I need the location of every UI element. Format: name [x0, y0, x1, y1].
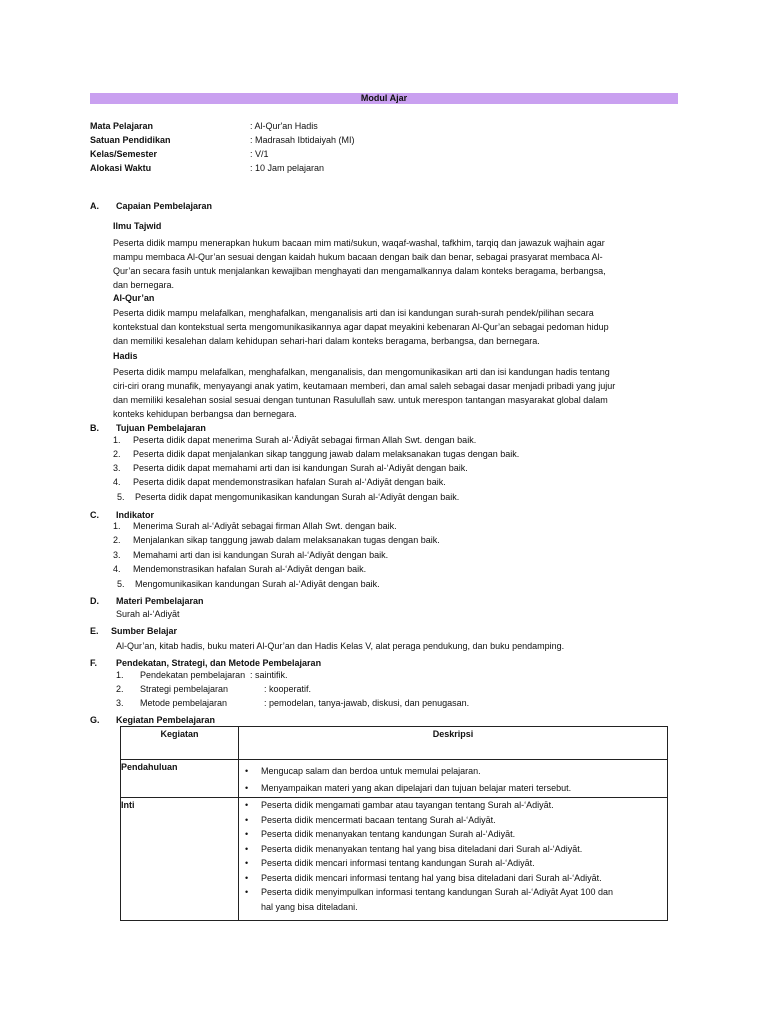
- list-number: 5.: [117, 579, 125, 589]
- list-item: Peserta didik dapat menerima Surah al-‘Ādiyāt sebagai firman Allah Swt. dengan baik.: [133, 435, 477, 445]
- section-e-text: Al-Qur’an, kitab hadis, buku materi Al-Qur’an dan Hadis Kelas V, alat peraga pendukung, dan buku pendamping.: [116, 641, 565, 651]
- subsection-text-tajwid: [113, 236, 678, 292]
- info-label-school: Satuan Pendidikan: [90, 135, 171, 145]
- section-e-letter: E.: [90, 626, 99, 636]
- section-g-heading: Kegiatan Pembelajaran: [116, 715, 216, 725]
- list-item: • Peserta didik menanyakan tentang hal yang bisa diteladani dari Surah al-‘Adiyāt.: [239, 842, 667, 857]
- section-a-heading: Capaian Pembelajaran: [116, 201, 213, 211]
- text-line: dan memiliki kesalehan dalam kehidupan sehari-hari dalam konteks beragama, berbangsa, dan bernegara.: [113, 336, 540, 346]
- text-line: Peserta didik mampu melafalkan, menghafalkan, menganalisis, dan mengomunikasikan arti dan isi kandungan hadis tentang: [113, 367, 610, 377]
- list-number: 1.: [113, 435, 121, 445]
- table-header-row: [121, 727, 668, 760]
- list-item: Menjalankan sikap tanggung jawab dalam melaksanakan tugas dengan baik.: [133, 535, 440, 545]
- list-value: : kooperatif.: [264, 684, 312, 694]
- text-line: konteks kehidupan berbangsa dan bernegara.: [113, 409, 297, 419]
- table-row: [121, 760, 668, 798]
- info-value-school: : Madrasah Ibtidaiyah (MI): [250, 135, 355, 145]
- list-item: Peserta didik dapat menjalankan sikap tanggung jawab dalam melaksanakan tugas dengan baik.: [133, 449, 520, 459]
- section-c-heading: Indikator: [116, 510, 155, 520]
- text-line: ciri-ciri orang munafik, menyayangi anak yatim, keutamaan memberi, dan amal saleh sebagai dasar menjadi pribadi yang jujur: [113, 381, 616, 391]
- section-g-letter: G.: [90, 715, 100, 725]
- text-line: Peserta didik mampu melafalkan, menghafalkan, menganalisis arti dan isi kandungan surah-surah pendek/pilihan secara: [113, 308, 594, 318]
- list-item: • Peserta didik mencermati bacaan tentang Surah al-‘Adiyāt.: [239, 813, 667, 828]
- list-value: : saintifik.: [250, 670, 288, 680]
- text-line: kontekstual dan kontekstual serta mengomunikasikannya agar dapat meyakini kebenaran Al-Qur’an sebagai pedoman hidup: [113, 322, 609, 332]
- info-label-class: Kelas/Semester: [90, 149, 158, 159]
- section-d-text: Surah al-‘Adiyāt: [116, 609, 180, 619]
- info-label-time: Alokasi Waktu: [90, 163, 152, 173]
- list-number: 1.: [113, 521, 121, 531]
- section-f-letter: F.: [90, 658, 98, 668]
- list-number: 3.: [116, 698, 124, 708]
- list-number: 1.: [116, 670, 124, 680]
- list-item: Peserta didik dapat memahami arti dan isi kandungan Surah al-‘Adiyāt dengan baik.: [133, 463, 468, 473]
- list-label: Metode pembelajaran: [140, 698, 228, 708]
- row-label-pendahuluan: Pendahuluan: [121, 760, 239, 798]
- section-d-letter: D.: [90, 596, 99, 606]
- subsection-text-hadis: [113, 365, 678, 421]
- subsection-title-quran: Al-Qur’an: [113, 293, 155, 303]
- list-label: Pendekatan pembelajaran: [140, 670, 246, 680]
- list-item-continuation: hal yang bisa diteladani.: [261, 901, 358, 912]
- list-item: • Mengucap salam dan berdoa untuk memulai pelajaran.: [239, 763, 667, 780]
- list-number: 2.: [113, 449, 121, 459]
- list-item: Menerima Surah al-‘Adiyāt sebagai firman Allah Swt. dengan baik.: [133, 521, 397, 531]
- section-b-letter: B.: [90, 423, 99, 433]
- section-d-heading: Materi Pembelajaran: [116, 596, 204, 606]
- text-line: dan memiliki kesalehan sosial sesuai dengan tuntunan Rasulullah saw. untuk merespon tantangan masyarakat global dalam: [113, 395, 608, 405]
- list-number: 3.: [113, 463, 121, 473]
- list-item: • Peserta didik menyimpulkan informasi tentang kandungan Surah al-‘Adiyāt Ayat 100 dan: [239, 885, 667, 900]
- text-line: Qur’an secara fasih untuk menjalankan kewajiban menghayati dan mengamalkannya dalam konteks beragama, berbangsa,: [113, 266, 606, 276]
- list-label: Strategi pembelajaran: [140, 684, 229, 694]
- subsection-title-tajwid: Ilmu Tajwid: [113, 221, 162, 231]
- text-line: Peserta didik mampu menerapkan hukum bacaan mim mati/sukun, waqaf-washal, tafkhim, tarqiq dan jawazuk wajhain agar: [113, 238, 605, 248]
- section-b-heading: Tujuan Pembelajaran: [116, 423, 206, 433]
- info-value-subject: : Al-Qur'an Hadis: [250, 121, 318, 131]
- list-number: 2.: [113, 535, 121, 545]
- list-item: Peserta didik dapat mendemonstrasikan hafalan Surah al-‘Adiyāt dengan baik.: [133, 477, 446, 487]
- row-label-inti: Inti: [121, 798, 239, 921]
- document-title: Modul Ajar: [90, 93, 678, 104]
- list-number: 3.: [113, 550, 121, 560]
- list-item: Mengomunikasikan kandungan Surah al-‘Adiyāt dengan baik.: [135, 579, 380, 589]
- list-item: • Peserta didik mencari informasi tentang kandungan Surah al-‘Adiyāt.: [239, 856, 667, 871]
- list-item: Mendemonstrasikan hafalan Surah al-‘Adiyāt dengan baik.: [133, 564, 367, 574]
- list-number: 2.: [116, 684, 124, 694]
- text-line: dan bernegara.: [113, 280, 175, 290]
- table-row: [121, 798, 668, 921]
- subsection-title-hadis: Hadis: [113, 351, 138, 361]
- row-description-inti: [239, 798, 668, 921]
- list-item: • Menyampaikan materi yang akan dipelajari dan tujuan belajar materi tersebut.: [239, 780, 667, 797]
- table-header-deskripsi: Deskripsi: [239, 727, 668, 760]
- info-label-subject: Mata Pelajaran: [90, 121, 154, 131]
- text-line: mampu membaca Al-Qur’an sesuai dengan kaidah hukum bacaan dengan baik dan benar, sebagai prasyarat membaca Al-: [113, 252, 603, 262]
- list-item: • Peserta didik mencari informasi tentang hal yang bisa diteladani dari Surah al-‘Adiyāt.: [239, 871, 667, 886]
- list-item: • Peserta didik menanyakan tentang kandungan Surah al-‘Adiyāt.: [239, 827, 667, 842]
- section-c-letter: C.: [90, 510, 99, 520]
- list-item: Memahami arti dan isi kandungan Surah al-‘Adiyāt dengan baik.: [133, 550, 389, 560]
- list-number: 5.: [117, 492, 125, 502]
- list-number: 4.: [113, 477, 121, 487]
- activity-table: [120, 726, 668, 921]
- section-a-letter: A.: [90, 201, 99, 211]
- row-description-pendahuluan: [239, 760, 668, 798]
- list-number: 4.: [113, 564, 121, 574]
- section-e-heading: Sumber Belajar: [111, 626, 178, 636]
- section-f-heading: Pendekatan, Strategi, dan Metode Pembelajaran: [116, 658, 322, 668]
- table-header-kegiatan: Kegiatan: [121, 727, 239, 760]
- info-value-class: : V/1: [250, 149, 269, 159]
- list-value: : pemodelan, tanya-jawab, diskusi, dan penugasan.: [264, 698, 470, 708]
- list-item: • Peserta didik mengamati gambar atau tayangan tentang Surah al-‘Adiyāt.: [239, 798, 667, 813]
- info-value-time: : 10 Jam pelajaran: [250, 163, 325, 173]
- list-item: Peserta didik dapat mengomunikasikan kandungan Surah al-‘Adiyāt dengan baik.: [135, 492, 460, 502]
- subsection-text-quran: [113, 306, 678, 348]
